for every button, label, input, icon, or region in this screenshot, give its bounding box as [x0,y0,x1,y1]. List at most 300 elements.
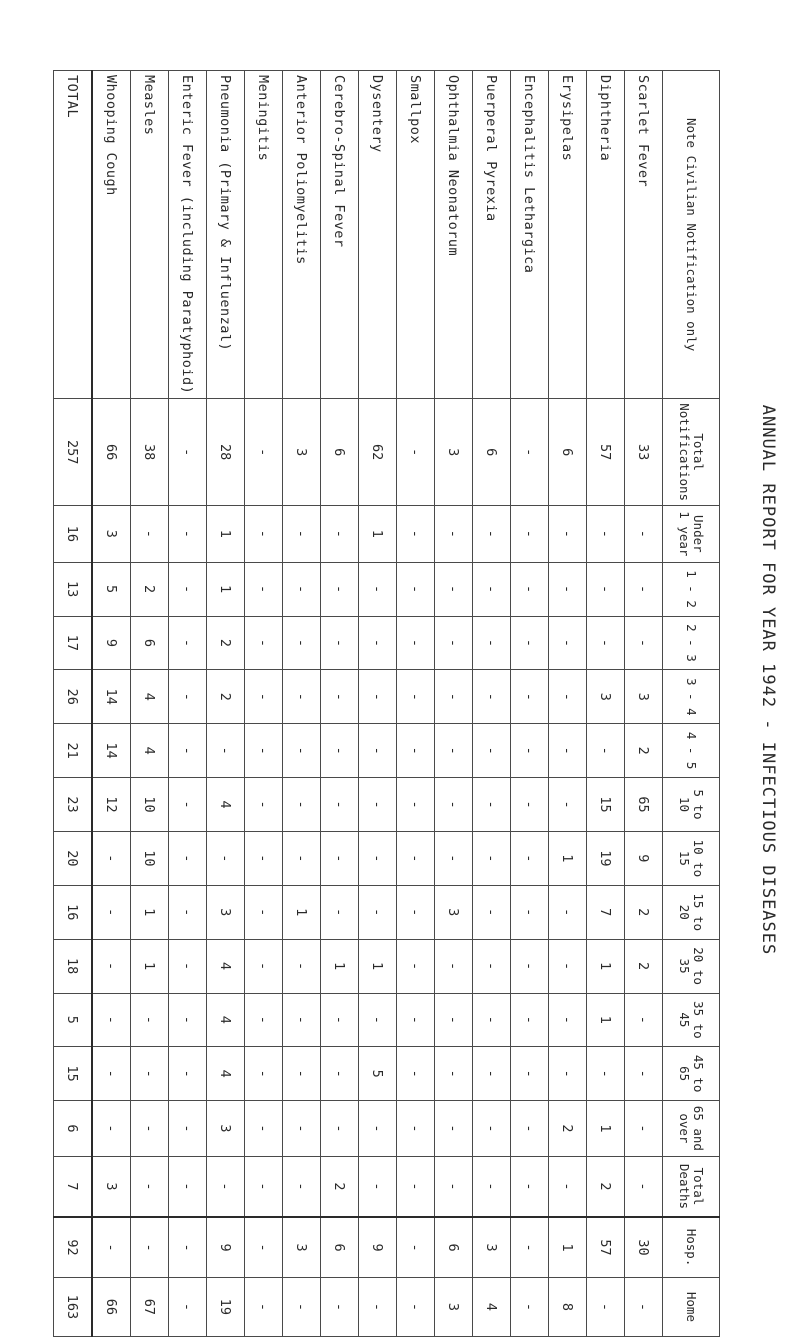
table-cell: - [131,1047,169,1101]
table-cell: - [397,1101,435,1157]
table-cell: - [283,993,321,1047]
table-cell: - [169,939,207,993]
table-cell: - [245,1217,283,1277]
table-cell: - [473,724,511,778]
table-cell: - [245,993,283,1047]
table-cell: - [625,1156,663,1217]
table-row [92,71,131,1337]
table-cell: 6 [131,616,169,670]
table-cell: 33 [625,399,663,506]
table-cell: - [245,399,283,506]
table-cell: - [245,616,283,670]
table-cell: - [587,1277,625,1336]
table-cell: - [435,778,473,832]
table-row [587,71,625,1337]
table-cell: - [245,831,283,885]
table-cell: - [207,831,245,885]
table-cell: - [169,778,207,832]
table-cell: - [625,1047,663,1101]
table-cell: - [397,1277,435,1336]
table-cell: - [511,1217,549,1277]
table-cell: - [511,562,549,616]
disease-name: Scarlet Fever [625,71,663,399]
table-cell: 1 [207,562,245,616]
table-cell: 16 [54,885,93,939]
table-cell: 6 [321,399,359,506]
table-cell: - [397,1217,435,1277]
table-header-row [663,71,720,1337]
table-cell: 7 [54,1156,93,1217]
table-cell: 30 [625,1217,663,1277]
table-cell: - [359,616,397,670]
disease-name: Ophthalmia Neonatorum [435,71,473,399]
table-cell: - [131,1156,169,1217]
table-row [207,71,245,1337]
disease-name: Pneumonia (Primary & Influenzal) [207,71,245,399]
table-row [245,71,283,1337]
table-cell: - [511,1156,549,1217]
total-row [54,71,93,1337]
table-cell: - [511,939,549,993]
disease-name: Puerperal Pyrexia [473,71,511,399]
table-cell: - [169,616,207,670]
table-cell: - [473,670,511,724]
table-cell: 6 [321,1217,359,1277]
table-cell: 4 [131,724,169,778]
table-cell: 2 [625,885,663,939]
table-cell: - [549,670,587,724]
table-cell: - [625,616,663,670]
table-cell: - [397,1156,435,1217]
table-cell: - [511,778,549,832]
table-cell: - [549,506,587,563]
table-cell: 4 [207,993,245,1047]
table-cell: - [169,1101,207,1157]
disease-name: Anterior Poliomyelitis [283,71,321,399]
table-cell: - [131,1101,169,1157]
table-cell: - [473,778,511,832]
table-cell: - [169,993,207,1047]
table-cell: 57 [587,1217,625,1277]
table-cell: - [359,724,397,778]
col-header: 4 - 5 [663,724,720,778]
table-cell: 1 [587,1101,625,1157]
table-cell: 66 [92,399,131,506]
table-cell: - [283,831,321,885]
table-cell: - [511,1277,549,1336]
table-cell: - [549,885,587,939]
table-cell: 16 [54,506,93,563]
table-cell: - [549,1156,587,1217]
table-cell: 2 [625,939,663,993]
table-cell: 6 [473,399,511,506]
table-cell: 18 [54,939,93,993]
table-cell: 1 [587,993,625,1047]
disease-name: Diphtheria [587,71,625,399]
table-cell: 67 [131,1277,169,1336]
table-cell: - [435,506,473,563]
table-cell: - [397,616,435,670]
table-cell: - [92,885,131,939]
table-cell: - [207,1156,245,1217]
table-cell: 3 [283,1217,321,1277]
table-cell: - [625,1101,663,1157]
table-cell: - [245,670,283,724]
table-cell: - [435,939,473,993]
table-cell: 5 [359,1047,397,1101]
table-cell: 3 [207,885,245,939]
table-cell: - [359,993,397,1047]
table-cell: - [549,724,587,778]
table-cell: - [359,1277,397,1336]
table-cell: 10 [131,831,169,885]
table-cell: 5 [92,562,131,616]
table-cell: 3 [283,399,321,506]
report-title: ANNUAL REPORT FOR YEAR 1942 - INFECTIOUS DISEASES [758,404,778,956]
table-cell: 2 [207,670,245,724]
table-cell: - [283,1156,321,1217]
col-header: 2 - 3 [663,616,720,670]
table-cell: - [245,1156,283,1217]
table-row [549,71,587,1337]
table-cell: - [397,939,435,993]
table-cell: 4 [207,1047,245,1101]
col-header: 3 - 4 [663,670,720,724]
col-header: Under 1 year [663,506,720,563]
table-cell: - [169,831,207,885]
table-cell: 9 [359,1217,397,1277]
table-cell: 6 [54,1101,93,1157]
table-cell: - [321,1047,359,1101]
table-row [359,71,397,1337]
table-cell: 6 [435,1217,473,1277]
disease-name: Erysipelas [549,71,587,399]
table-cell: - [435,831,473,885]
table-cell: 3 [435,399,473,506]
table-cell: 15 [587,778,625,832]
table-cell: 3 [92,506,131,563]
table-cell: - [549,778,587,832]
table-cell: - [321,993,359,1047]
table-cell: - [245,778,283,832]
table-cell: - [283,1277,321,1336]
table-cell: - [245,939,283,993]
col-header: Total Notifications [663,399,720,506]
table-cell: 163 [54,1277,93,1336]
table-cell: 2 [587,1156,625,1217]
disease-name: Cerebro-Spinal Fever [321,71,359,399]
table-cell: 1 [207,506,245,563]
table-cell: 6 [549,399,587,506]
table-cell: 5 [54,993,93,1047]
disease-name: Measles [131,71,169,399]
table-cell: - [435,670,473,724]
table-cell: - [283,616,321,670]
table-cell: - [169,885,207,939]
table-cell: 12 [92,778,131,832]
col-header: Total Deaths [663,1156,720,1217]
table-cell: - [283,670,321,724]
table-cell: 9 [625,831,663,885]
table-cell: 257 [54,399,93,506]
disease-name: Whooping Cough [92,71,131,399]
table-cell: - [245,724,283,778]
col-header: Home [663,1277,720,1336]
table-body [54,71,663,1337]
table-cell: - [511,399,549,506]
table-cell: 7 [587,885,625,939]
table-cell: - [397,506,435,563]
note-header: Note Civilian Notification only [663,71,720,399]
table-cell: - [473,562,511,616]
disease-name: TOTAL [54,71,93,399]
table-cell: - [245,1101,283,1157]
table-cell: 14 [92,724,131,778]
table-cell: 26 [54,670,93,724]
table-cell: 14 [92,670,131,724]
table-cell: - [283,939,321,993]
table-cell: - [169,670,207,724]
table-cell: - [321,506,359,563]
table-row [625,71,663,1337]
disease-name: Encephalitis Lethargica [511,71,549,399]
table-cell: - [359,562,397,616]
table-cell: - [511,616,549,670]
table-cell: 57 [587,399,625,506]
table-cell: - [625,1277,663,1336]
table-cell: 13 [54,562,93,616]
table-row [169,71,207,1337]
table-cell: - [169,1277,207,1336]
table-cell: - [511,831,549,885]
disease-name: Smallpox [397,71,435,399]
table-cell: - [92,831,131,885]
table-cell: 1 [359,939,397,993]
table-cell: - [397,1047,435,1101]
table-cell: 65 [625,778,663,832]
table-cell: - [131,506,169,563]
table-cell: - [131,993,169,1047]
table-cell: - [549,939,587,993]
table-cell: - [359,1101,397,1157]
table-cell: - [587,562,625,616]
table-cell: 38 [131,399,169,506]
table-cell: 4 [207,778,245,832]
table-cell: - [321,778,359,832]
table-cell: - [321,670,359,724]
table-row [511,71,549,1337]
table-cell: - [283,778,321,832]
table-cell: - [169,724,207,778]
table-cell: - [435,1156,473,1217]
table-cell: - [473,1101,511,1157]
table-cell: - [435,1047,473,1101]
table-cell: - [435,1101,473,1157]
table-cell: - [473,885,511,939]
table-cell: - [92,993,131,1047]
table-cell: 4 [473,1277,511,1336]
table-cell: 4 [131,670,169,724]
table-cell: - [321,1277,359,1336]
table-cell: - [359,831,397,885]
table-row [435,71,473,1337]
table-cell: - [245,885,283,939]
table-cell: 1 [549,1217,587,1277]
col-header: 20 to 35 [663,939,720,993]
table-cell: 62 [359,399,397,506]
table-cell: 1 [549,831,587,885]
table-cell: - [549,1047,587,1101]
table-cell: 2 [625,724,663,778]
table-cell: - [549,562,587,616]
table-cell: - [245,562,283,616]
table-cell: - [397,885,435,939]
table-cell: 3 [92,1156,131,1217]
table-cell: 17 [54,616,93,670]
table-cell: 2 [321,1156,359,1217]
table-cell: - [397,562,435,616]
disease-name: Dysentery [359,71,397,399]
table-cell: - [587,506,625,563]
table-cell: - [587,724,625,778]
table-cell: - [625,562,663,616]
table-cell: - [549,616,587,670]
table-cell: - [321,885,359,939]
table-cell: 1 [587,939,625,993]
table-cell: 3 [625,670,663,724]
table-cell: - [511,1047,549,1101]
table-cell: 28 [207,399,245,506]
table-cell: - [169,1217,207,1277]
table-cell: 92 [54,1217,93,1277]
table-cell: - [283,562,321,616]
table-cell: 10 [131,778,169,832]
table-cell: - [169,1156,207,1217]
table-cell: - [92,1101,131,1157]
col-header: 1 - 2 [663,562,720,616]
table-cell: - [321,616,359,670]
table-cell: - [169,399,207,506]
table-cell: - [473,831,511,885]
table-cell: - [473,939,511,993]
infectious-diseases-table [53,70,720,1337]
table-cell: - [397,399,435,506]
table-cell: - [397,724,435,778]
table-cell: - [435,724,473,778]
table-cell: 3 [435,1277,473,1336]
table-cell: 3 [207,1101,245,1157]
table-cell: 23 [54,778,93,832]
table-cell: - [207,724,245,778]
table-cell: - [511,670,549,724]
table-cell: - [359,670,397,724]
col-header: Hosp. [663,1217,720,1277]
table-cell: 15 [54,1047,93,1101]
col-header: 15 to 20 [663,885,720,939]
table-cell: 8 [549,1277,587,1336]
table-cell: - [131,1217,169,1277]
table-cell: - [435,616,473,670]
table-cell: - [245,506,283,563]
table-cell: - [169,1047,207,1101]
table-cell: 2 [207,616,245,670]
table-cell: - [511,724,549,778]
table-row [397,71,435,1337]
col-header: 10 to 15 [663,831,720,885]
table-cell: - [397,670,435,724]
table-cell: 1 [131,939,169,993]
table-cell: 3 [435,885,473,939]
table-cell: - [321,1101,359,1157]
table-cell: - [625,993,663,1047]
table-cell: - [511,506,549,563]
table-cell: - [321,562,359,616]
table-cell: - [549,993,587,1047]
table-cell: 9 [207,1217,245,1277]
col-header: 35 to 45 [663,993,720,1047]
table-cell: - [511,993,549,1047]
table-cell: - [435,993,473,1047]
disease-name: Enteric Fever (including Paratyphoid) [169,71,207,399]
table-cell: 19 [587,831,625,885]
table-cell: 1 [321,939,359,993]
table-cell: - [359,885,397,939]
table-cell: - [473,1156,511,1217]
table-cell: - [283,1101,321,1157]
table-row [283,71,321,1337]
table-cell: - [473,993,511,1047]
table-row [473,71,511,1337]
table-cell: - [435,562,473,616]
table-cell: - [283,506,321,563]
table-cell: - [92,1217,131,1277]
table-cell: - [473,1047,511,1101]
table-cell: - [511,885,549,939]
table-cell: 66 [92,1277,131,1336]
table-cell: - [169,506,207,563]
table-cell: - [397,831,435,885]
table-cell: 9 [92,616,131,670]
table-cell: 3 [587,670,625,724]
table-cell: 19 [207,1277,245,1336]
table-cell: - [625,506,663,563]
table-cell: - [169,562,207,616]
table-cell: - [245,1277,283,1336]
table-cell: 3 [473,1217,511,1277]
table-cell: 4 [207,939,245,993]
table-row [131,71,169,1337]
table-cell: - [283,1047,321,1101]
table-cell: 1 [359,506,397,563]
table-cell: 1 [283,885,321,939]
table-cell: - [92,939,131,993]
table-cell: - [397,993,435,1047]
table-cell: - [321,831,359,885]
table-cell: 1 [131,885,169,939]
table-cell: - [283,724,321,778]
table-cell: 2 [131,562,169,616]
table-cell: - [321,724,359,778]
table-cell: - [587,616,625,670]
table-cell: - [587,1047,625,1101]
col-header: 5 to 10 [663,778,720,832]
table-cell: 21 [54,724,93,778]
table-cell: - [511,1101,549,1157]
table-cell: - [92,1047,131,1101]
disease-name: Meningitis [245,71,283,399]
table-cell: - [473,506,511,563]
table-cell: - [359,778,397,832]
